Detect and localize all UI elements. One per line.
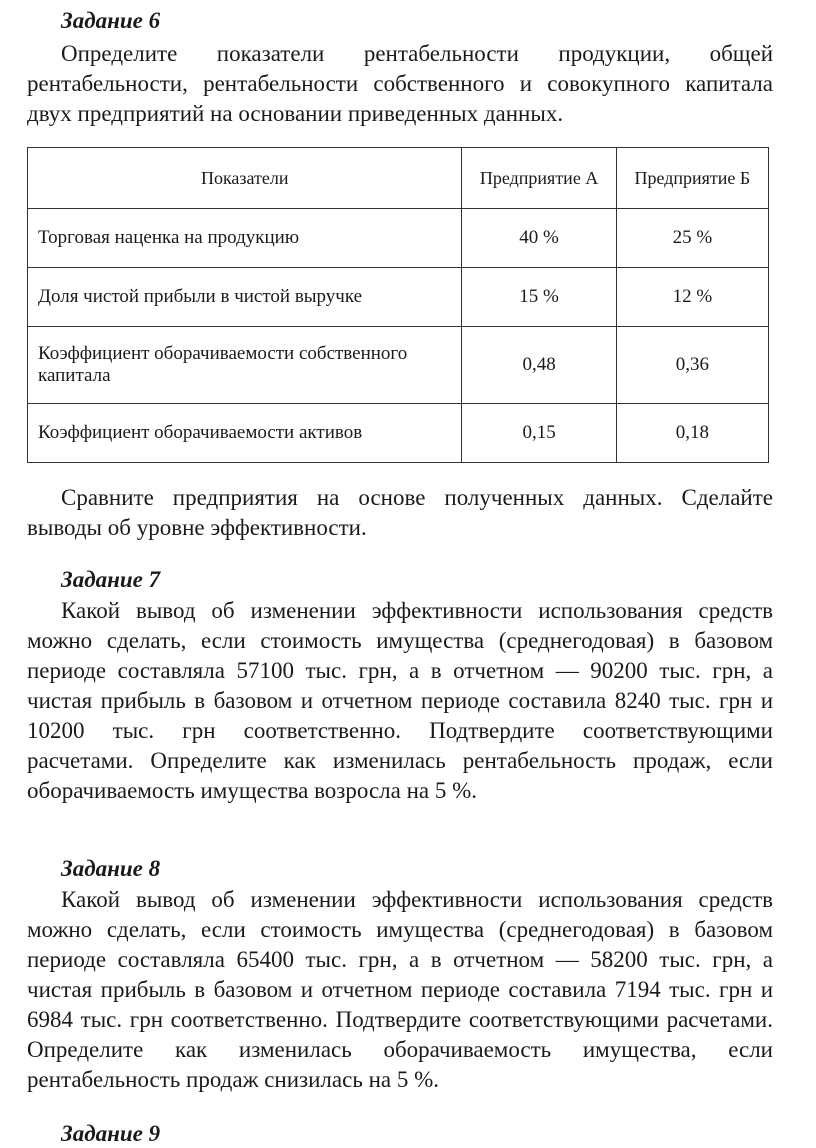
row-value-b: 0,18: [616, 404, 768, 463]
task-8-heading: Задание 8: [61, 856, 161, 881]
task-9-section: [27, 1120, 773, 1148]
task-6-heading: Задание 6: [61, 8, 161, 33]
row-label: Коэффициент оборачиваемости собственного капитала: [28, 327, 462, 404]
row-label: Торговая наценка на продукцию: [28, 209, 462, 268]
row-value-a: 40 %: [462, 209, 616, 268]
row-label: Доля чистой прибыли в чистой выручке: [28, 268, 462, 327]
task-6-section: [27, 7, 773, 129]
table-row: [28, 209, 769, 268]
table-header-row: [28, 148, 769, 209]
header-enterprise-b: Предприятие Б: [616, 148, 768, 209]
task-6-conclusion: Сравните предприятия на основе полученных данных. Сделайте выводы об уровне эффективности.: [27, 485, 773, 540]
task-9-heading: Задание 9: [61, 1121, 161, 1146]
row-value-b: 25 %: [616, 209, 768, 268]
row-value-a: 0,48: [462, 327, 616, 404]
indicators-table: [27, 147, 769, 463]
task-8-section: [27, 855, 773, 1095]
table-row: [28, 327, 769, 404]
task-6-intro: Определите показатели рентабельности продукции, общей рентабельности, рентабельности собственного и совокупного капитала двух предприятий на основании приведенных данных.: [27, 41, 773, 126]
row-value-b: 0,36: [616, 327, 768, 404]
task-7-heading: Задание 7: [61, 567, 161, 592]
table-row: [28, 404, 769, 463]
table-row: [28, 268, 769, 327]
header-enterprise-a: Предприятие А: [462, 148, 616, 209]
row-value-b: 12 %: [616, 268, 768, 327]
row-value-a: 15 %: [462, 268, 616, 327]
task-6-conclusion-section: [27, 483, 773, 543]
task-7-text: Какой вывод об изменении эффективности использования средств можно сделать, если стоимость имущества (среднегодовая) в базовом периоде составляла 57100 тыс. грн, а в отчетном — 90200 тыс. грн, а чистая прибыль в базовом и отчетном периоде составила 8240 тыс. грн и 10200 тыс. грн соответственно. Подтвердите соответствующими расчетами. Определите как изменилась рентабельность продаж, если оборачиваемость имущества возросла на 5 %.: [27, 598, 773, 803]
task-8-text: Какой вывод об изменении эффективности использования средств можно сделать, если стоимость имущества (среднегодовая) в базовом периоде составляла 65400 тыс. грн, а в отчетном — 58200 тыс. грн, а чистая прибыль в базовом и отчетном периоде составила 7194 тыс. грн и 6984 тыс. грн соответственно. Подтвердите соответствующими расчетами. Определите как изменилась оборачиваемость имущества, если рентабельность продаж снизилась на 5 %.: [27, 887, 773, 1092]
row-label: Коэффициент оборачиваемости активов: [28, 404, 462, 463]
task-7-section: [27, 566, 773, 806]
header-indicators: Показатели: [28, 148, 462, 209]
row-value-a: 0,15: [462, 404, 616, 463]
